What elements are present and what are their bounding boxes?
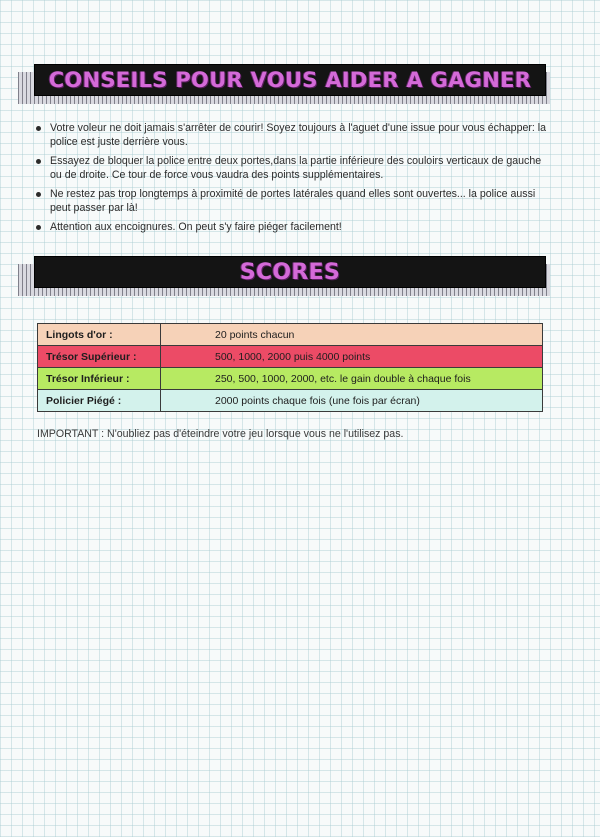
- scores-title: SCORES: [239, 259, 341, 285]
- score-value: 20 points chacun: [161, 324, 543, 346]
- tip-item: Votre voleur ne doit jamais s'arrêter de courir! Soyez toujours à l'aguet d'une issue pour vous échapper: la police est juste derrière vous.: [36, 122, 546, 149]
- score-label: Lingots d'or :: [38, 324, 161, 346]
- important-note: IMPORTANT : N'oubliez pas d'éteindre votre jeu lorsque vous ne l'utilisez pas.: [37, 428, 404, 440]
- score-label: Policier Piégé :: [38, 390, 161, 412]
- score-row: [38, 346, 543, 368]
- scores-title-bar: [34, 256, 546, 288]
- score-row: [38, 324, 543, 346]
- tip-item: Ne restez pas trop longtemps à proximité de portes latérales quand elles sont ouvertes... la police aussi peut passer par là!: [36, 188, 546, 215]
- tips-title: CONSEILS POUR VOUS AIDER A GAGNER: [48, 68, 532, 92]
- scores-banner: [18, 256, 550, 296]
- score-value: 2000 points chaque fois (une fois par écran): [161, 390, 543, 412]
- score-row: [38, 368, 543, 390]
- tips-list: [36, 122, 546, 241]
- score-value: 250, 500, 1000, 2000, etc. le gain double à chaque fois: [161, 368, 543, 390]
- scores-table: [37, 323, 543, 412]
- score-row: [38, 390, 543, 412]
- tips-title-bar: [34, 64, 546, 96]
- tips-banner: [18, 64, 550, 104]
- score-value: 500, 1000, 2000 puis 4000 points: [161, 346, 543, 368]
- score-label: Trésor Inférieur :: [38, 368, 161, 390]
- tip-item: Essayez de bloquer la police entre deux portes,dans la partie inférieure des couloirs verticaux de gauche ou de droite. Ce tour de force vous vaudra des points supplémentaires.: [36, 155, 546, 182]
- tip-item: Attention aux encoignures. On peut s'y faire piéger facilement!: [36, 221, 546, 235]
- score-label: Trésor Supérieur :: [38, 346, 161, 368]
